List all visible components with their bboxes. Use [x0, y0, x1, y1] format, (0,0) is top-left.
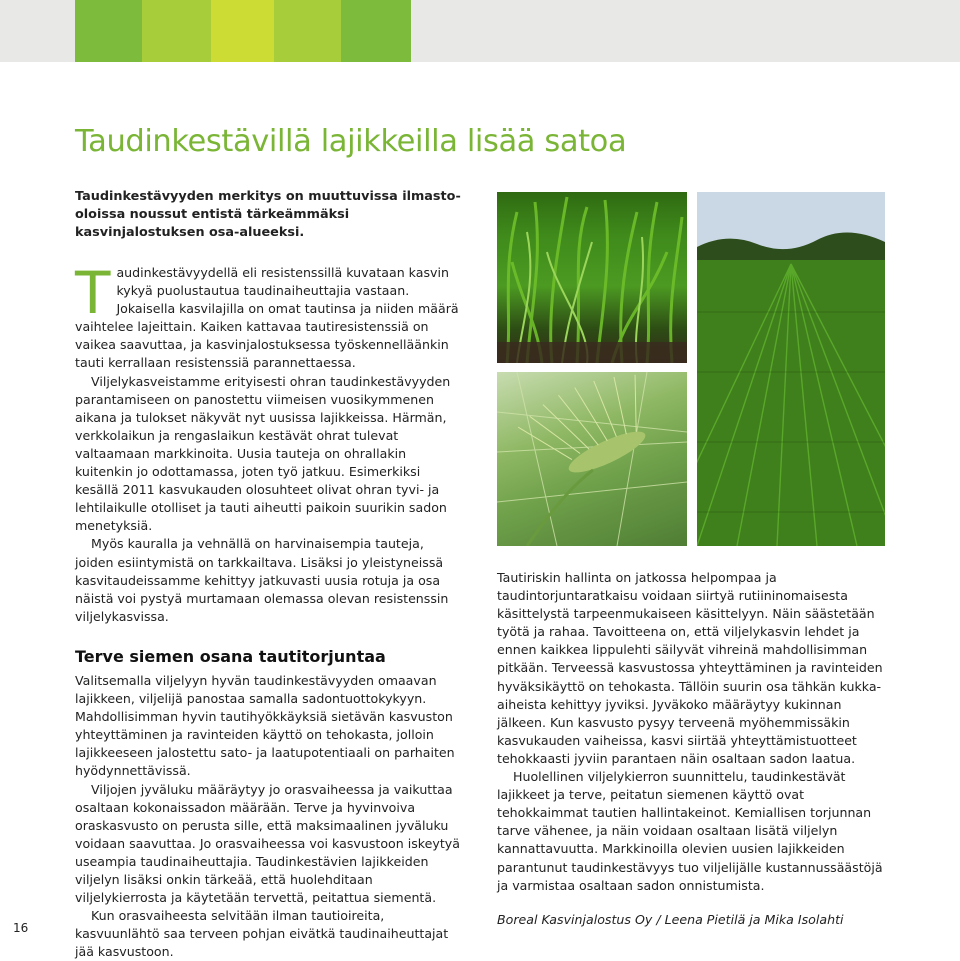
body-paragraph: Myös kauralla ja vehnällä on harvinaisempia tauteja, joiden esiintymistä on tarkkailtava. Lisäksi jo yleistyneissä kasvitaudeissamme kehittyy jatkuvasti uusia rotuja ja osa näistä voi pystyä murtamaan olemassa olevan resistenssin viljelykasvissa. — [75, 536, 449, 624]
body-paragraph: Valitsemalla viljelyyn hyvän taudinkestävyyden omaavan lajikkeen, viljelijä panostaa samalla sadontuottokykyyn. Mahdollisimman hyvin tautihyökkäyksiä sietävän kasvuston yhteyttäminen ja ravinteiden käyttö on tehokasta, jolloin lajikkeeseen jalostettu sato- ja laatupotentiaali on parhaiten hyödynnettävissä. — [75, 672, 455, 779]
barley-ear-photo — [497, 372, 687, 546]
header-stripe — [75, 0, 142, 62]
header-stripe — [341, 0, 411, 62]
header-stripe — [274, 0, 341, 62]
body-paragraph: Viljojen jyväluku määräytyy jo orasvaiheessa ja vaikuttaa osaltaan kokonaissadon määrään. Terve ja hyvinvoiva oraskasvusto on perusta sille, että maksimaalinen jyväluku voidaan saavuttaa. Jo orasvaiheessa voi kasvustoon iskeytyä useampia taudinaiheuttajia. Taudinkestävien lajikkeiden viljelyn lisäksi onkin tärkeää, että huolehditaan viljelykierrosta ja käytetään tervettä, peitattua siementä. — [75, 781, 460, 906]
intro-text: audinkestävyydellä eli resistenssillä kuvataan kasvin kykyä puolustautua taudinaiheuttajia vastaan. Jokaisella kasvilajilla on omat tautinsa ja niiden määrä vaihtelee lajeittain. Kaiken kattavaa tautiresistenssiä on vaikea saavuttaa, ja kasvinjalostuksessa työskennelläänkin tauti kerrallaan resistenssiä parannettaessa. — [75, 265, 459, 371]
intro-paragraph — [75, 259, 463, 373]
page-number: 16 — [13, 921, 29, 935]
header-band — [0, 0, 960, 62]
header-stripe — [142, 0, 211, 62]
body-paragraph: Viljelykasveistamme erityisesti ohran taudinkestävyyden parantamiseen on panostettu viimeisen vuosikymmenen aikana ja tulokset näkyvät nyt uusissa lajikkeissa. Härmän, verkkolaikun ja rengaslaikun kestävät ohrat tulevat valtaamaan markkinoita. Uusia tauteja on ohrallakin kuitenkin jo odottamassa, joten työ jatkuu. Esimerkiksi kesällä 2011 kasvukauden olosuhteet olivat ohran tyvi- ja lehtilaikulle otolliset ja tauti aiheutti paikoin suurikin sadon menetyksiä. — [75, 373, 451, 534]
field-landscape-photo — [697, 192, 885, 546]
body-paragraph: Tautiriskin hallinta on jatkossa helpompaa ja taudintorjuntaratkaisu voidaan siirtyä rutiininomaisesta käsittelystä tarpeenmukaiseen käsittelyyn. Näin säästetään työtä ja rahaa. Tavoitteena on, että viljelykasvin lehdet ja ennen kaikkea lippulehti säilyvät vihreinä mahdollisimman pitkään. Terveessä kasvustossa yhteyttäminen ja ravinteiden hyväksikäyttö on tehokasta. Tällöin suurin osa tähkän kukka-aiheista kehittyy jyviksi. Jyväkoko määräytyy kukinnan jälkeen. Kun kasvusto pysyy terveenä myöhemmissäkin kasvukauden vaiheissa, kasvi siirtää yhteyttämistuotteet tehokkaasti jyviin parantaen näin osaltaan sadon laatua. — [497, 570, 883, 766]
byline: Boreal Kasvinjalostus Oy / Leena Pietilä ja Mika Isolahti — [497, 911, 844, 927]
body-paragraph: Huolellinen viljelykierron suunnittelu, taudinkestävät lajikkeet ja terve, peitatun siemenen käyttö ovat tehokkaimmat tautien hallintakeinot. Kemiallisen torjunnan tarve vähenee, ja näin voidaan osaltaan lisätä viljelyn kannattavuutta. Markkinoilla olevien uusien lajikkeiden parantunut taudinkestävyys tuo viljelijälle kustannussäästöjä ja varmistaa osaltaan sadon onnistumista. — [497, 769, 883, 893]
lead-paragraph: Taudinkestävyyden merkitys on muuttuvissa ilmasto-oloissa noussut entistä tärkeämmäksi kasvinjalostuksen osa-alueeksi. — [75, 189, 461, 240]
body-paragraph: Kun orasvaiheesta selvitään ilman tautioireita, kasvuunlähtö saa terveen pohjan eivätkä taudinaiheuttajat jää kasvustoon. — [75, 908, 449, 960]
seedlings-photo — [497, 192, 687, 363]
header-stripe — [211, 0, 274, 62]
right-column — [497, 569, 889, 929]
section-heading: Terve siemen osana tautitorjuntaa — [75, 646, 386, 666]
page-title: Taudinkestävillä lajikkeilla lisää satoa — [75, 124, 627, 159]
drop-cap: T — [75, 259, 111, 327]
left-column — [75, 188, 463, 961]
